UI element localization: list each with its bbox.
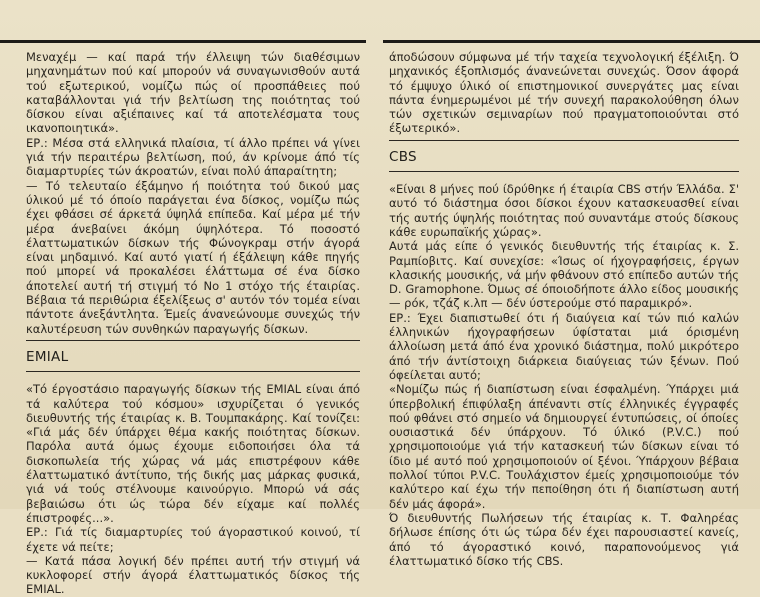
- paragraph: ΕΡ.: Έχει διαπιστωθεί ότι ή διαύγεια καί τών πιό καλών έλληνικών ήχογραφήσεων ύφίσταται μιά όρισμένη άλλοίωση μετά άπό ένα χρονικό διάστημα, πολύ μικρότερο άπό τήν άντίστοιχη διάρκεια διαύγειας τών ξένων. Πού όφείλεται αυτό;: [389, 310, 739, 382]
- top-rule-right: [383, 40, 760, 43]
- paragraph: — Κατά πάσα λογική δέν πρέπει αυτή τήν στιγμή νά κυκλοφορεί στήν άγορά έλαττωματικός δίσκος τής EMIAL.: [26, 553, 360, 597]
- right-column: [389, 50, 739, 568]
- paragraph: Μεναχέμ — καί παρά τήν έλλειψη τών διαθέσιμων μηχανημάτων πού καί μπορούν νά συναγωνισθούν αυτά τού εξωτερικού, νομίζω πώς οί προσπάθειες πού καταβάλλονται γιά τήν βελτίωση της ποιότητας τού δίσκου είναι αξιέπαινες καί τά αποτελέσματα τους ικανοποιητικά».: [26, 50, 360, 136]
- paragraph: «Νομίζω πώς ή διαπίστωση είναι έσφαλμένη. Ύπάρχει μιά ύπερβολική έπιφύλαξη άπέναντι στίς έλληνικές έγγραφές πού φθάνει στό σημείο νά δημιουργεί έντυπώσεις, οί όποίες ουσιαστικά δέν ύπάρχουν. Τό ύλικό (P.V.C.) πού χρησιμοποιούμε γιά τήν κατασκευή τών δίσκων είναι τό ίδιο μέ αυτό πού χρησιμοποιούν οί ξένοι. Ύπάρχουν βέβαια πολλοί τύποι P.V.C. Τουλάχιστον έμείς χρησιμοποιούμε τόν καλύτερο καί έχω τήν πεποίθηση ότι ή διαπίστωση αυτή δέν μάς άφορά».: [389, 382, 739, 511]
- top-rule-left: [0, 40, 366, 43]
- section-divider: [26, 340, 360, 341]
- paragraph: Αυτά μάς είπε ό γενικός διευθυντής τής έταιρίας κ. Σ. Ραμπίοβιτς. Καί συνεχίσε: «Ίσως οί ήχογραφήσεις, έργων κλασικής μουσικής, νά μήν φθάνουν στό επίπεδο αυτών τής D. Gramophone. Όμως σέ όποιοδήποτε άλλο είδος μουσικής — ρόκ, τζάζ κ.λπ — δέν ύστερούμε στό παραμικρό».: [389, 239, 739, 311]
- paragraph: Ό διευθυντής Πωλήσεων τής έταιρίας κ. Τ. Φαληρέας δήλωσε έπίσης ότι ώς τώρα δέν έχει παρουσιαστεί κανείς, άπό τό άγοραστικό κοινό, παραπονούμενος γιά έλαττωματικό δίσκο τής CBS.: [389, 510, 739, 568]
- heading-underline: [389, 171, 739, 172]
- section-divider: [389, 140, 739, 141]
- heading-underline: [26, 371, 360, 372]
- paragraph: ΕΡ.: Γιά τίς διαμαρτυρίες τού άγοραστικού κοινού, τί έχετε νά πείτε;: [26, 525, 360, 554]
- paragraph: «Τό έργοστάσιο παραγωγής δίσκων τής EMIAL είναι άπό τά καλύτερα τού κόσμου» ισχυρίζεται ό γενικός διευθυντής τής έταιρίας κ. Β. Τουμπακάρης. Καί τονίζει: «Γιά μάς δέν ύπάρχει θέμα κακής ποιότητας δίσκων. Παρόλα αυτά όμως έχουμε ειδοποιήσει όλα τά δισκοπωλεία τής χώρας νά μάς επιστρέφουν κάθε έλαττωματικό άντίτυπο, τής δικής μας μάρκας φυσικά, γιά νά τούς στέλνουμε καινούργιο. Μπορώ νά σάς βεβαιώσω ότι ώς τώρα δέν είχαμε καί πολλές έπιστροφές...».: [26, 382, 360, 525]
- left-column: [26, 50, 360, 597]
- paragraph: — Τό τελευταίο έξάμηνο ή ποιότητα τού δικού μας ύλικού μέ τό όποίο παράγεται ένα δίσκος, νομίζω πώς έχει φθάσει σέ άρκετά ύψηλά επίπεδα. Καί μέρα μέ τήν μέρα άνεβαίνει άκόμη ύψηλότερα. Τό ποσοστό έλαττωματικών δίσκων τής Φώνογκραμ στήν άγορά είναι μηδαμινό. Καί αυτό γιατί ή έξάλειψη κάθε πηγής πού μπορεί νά προκαλέσει έλάττωμα σέ ένα δίσκο άποτελεί αυτή τή στιγμή τό Νο 1 στόχο τής έταιρίας. Βέβαια τά περιθώρια έξελίξεως σ' αυτόν τόν τομέα είναι πάντοτε άνεξάντλητα. Έμείς άνανεώνουμε συνεχώς τήν καλυτέρευση τών συνθηκών παραγωγής δίσκων.: [26, 178, 360, 336]
- paragraph: άποδώσουν σύμφωνα μέ τήν ταχεία τεχνολογική έξέλιξη. Ό μηχανικός έξοπλισμός άνανεώνεται συνεχώς. Όσον άφορά τό έμψυχο ύλικό οί επιστημονικοί συνεργάτες μας είναι πάντα ένημερωμένοι μέ τήν συνεχή παρακολούθηση όλων τών σχετικών σεμιναρίων πού πραγματοποιούνται στό έξωτερικό».: [389, 50, 739, 136]
- paragraph: «Είναι 8 μήνες πού ίδρύθηκε ή έταιρία CBS στήν Έλλάδα. Σ' αυτό τό διάστημα όσοι δίσκοι έχουν κατασκευασθεί είναι τής αυτής ύψηλής ποιότητας πού συναντάμε στούς δίσκους κάθε ευρωπαϊκής χώρας».: [389, 182, 739, 239]
- section-heading-emial: EMIAL: [26, 348, 69, 365]
- section-heading-cbs: CBS: [389, 148, 417, 165]
- paragraph: ΕΡ.: Μέσα στά ελληνικά πλαίσια, τί άλλο πρέπει νά γίνει γιά τήν περαιτέρω βελτίωση, πού, άν κρίνομε άπό τίς διαμαρτυρίες τών άκροατών, είναι πολύ άπαραίτητη;: [26, 135, 360, 179]
